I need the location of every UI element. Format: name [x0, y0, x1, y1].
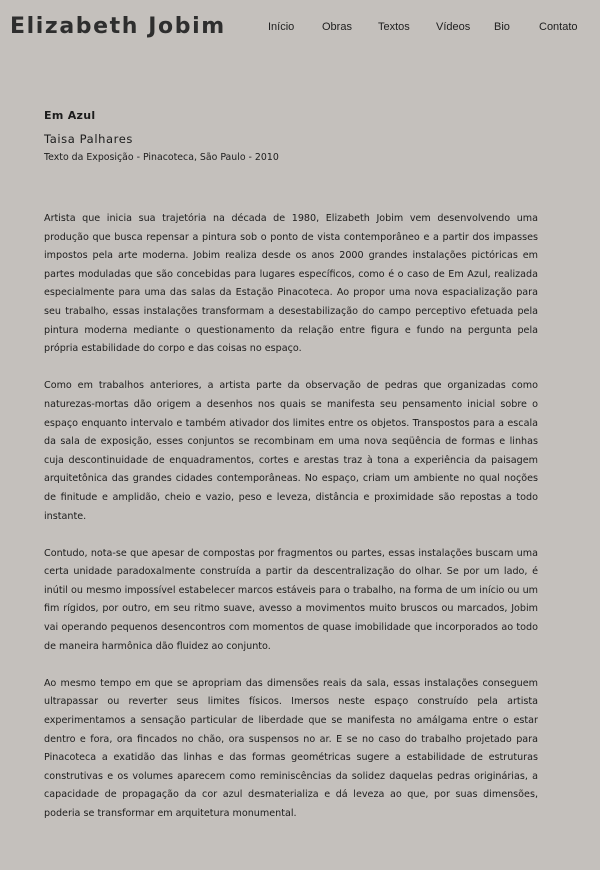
article: [44, 108, 538, 842]
nav-item-bio[interactable]: Bio: [494, 21, 510, 33]
site-header: [0, 0, 600, 60]
article-title: Em Azul: [44, 109, 96, 122]
article-paragraph: Contudo, nota-se que apesar de compostas por fragmentos ou partes, essas instalações buscam uma certa unidade paradoxalmente construída a partir da descentralização do olhar. Se por um lado, é inútil ou mesmo impossível estabelecer marcos estáveis para o trabalho, na forma de um início ou um fim rígidos, por outro, em seu ritmo suave, avesso a movimentos muito bruscos ou marcados, Jobim vai operando pequenos desencontros com momentos de quase imobilidade que incorporados ao todo de maneira harmônica dão fluidez ao conjunto.: [44, 547, 538, 652]
site-title[interactable]: Elizabeth Jobim: [10, 14, 226, 39]
nav-item-obras[interactable]: Obras: [322, 21, 352, 33]
nav-item-videos[interactable]: Vídeos: [436, 21, 471, 33]
article-body: [44, 210, 538, 824]
main-nav: [0, 21, 600, 37]
article-paragraph: Ao mesmo tempo em que se apropriam das dimensões reais da sala, essas instalações conseguem ultrapassar ou reverter seus limites físicos. Imersos neste espaço construído pela artista experimentamos a sensação particular de liberdade que se manifesta no amálgama entre o estar dentro e fora, ora fincados no chão, ora suspensos no ar. E se no caso do trabalho projetado para Pinacoteca a exatidão das linhas e das formas geométricas sugere a estabilidade de estruturas construtivas e os volumes aparecem como reminiscências da solidez daquelas pedras originárias, a capacidade de propagação da cor azul desmaterializa e dá leveza ao que, por suas dimensões, poderia se transformar em arquitetura monumental.: [44, 677, 538, 819]
article-author: Taisa Palhares: [44, 132, 133, 146]
nav-item-contato[interactable]: Contato: [539, 21, 578, 33]
article-paragraph: Como em trabalhos anteriores, a artista parte da observação de pedras que organizadas como naturezas-mortas dão origem a desenhos nos quais se manifesta seu pensamento inicial sobre o espaço enquanto intervalo e também ativador dos limites entre os objetos. Transpostos para a escala da sala de exposição, esses conjuntos se recombinam em uma nova seqüência de formas e linhas cuja descontinuidade de enquadramentos, cortes e arestas traz à tona a experiência da paisagem arquitetônica das grandes cidades contemporâneas. No espaço, criam um ambiente no qual noções de finitude e amplidão, cheio e vazio, peso e leveza, distância e proximidade são repostas a todo instante.: [44, 380, 538, 522]
nav-item-textos[interactable]: Textos: [378, 21, 410, 33]
article-paragraph: Artista que inicia sua trajetória na década de 1980, Elizabeth Jobim vem desenvolvendo uma produção que busca repensar a pintura sob o ponto de vista contemporâneo e a partir dos impasses impostos pela arte moderna. Jobim realiza desde os anos 2000 grandes instalações pictóricas em partes moduladas que são concebidas para lugares específicos, como é o caso de Em Azul, realizada especialmente para uma das salas da Estação Pinacoteca. Ao propor uma nova espacialização para seu trabalho, essas instalações transformam a desestabilização do campo perceptivo efetuada pela pintura moderna mediante o questionamento da relação entre figura e fundo na pergunta pela própria estabilidade do corpo e das coisas no espaço.: [44, 213, 538, 355]
nav-item-inicio[interactable]: Início: [268, 21, 295, 33]
article-subtitle: Texto da Exposição - Pinacoteca, São Paulo - 2010: [44, 152, 279, 163]
